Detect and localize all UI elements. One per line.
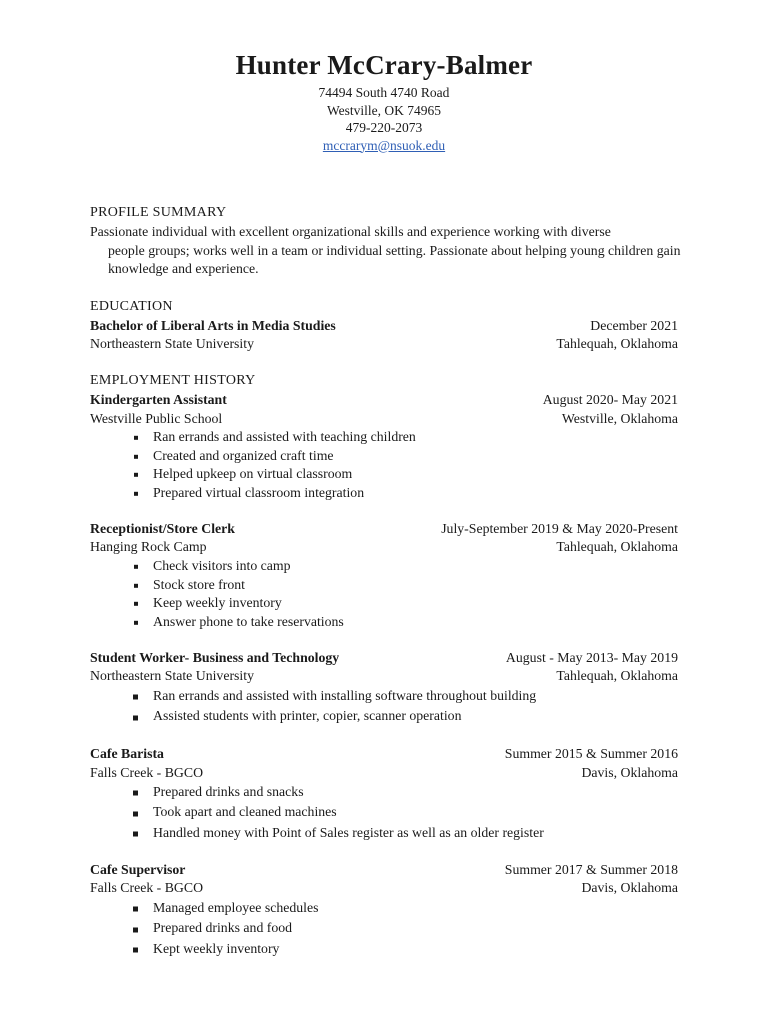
job-location: Westville, Oklahoma <box>561 411 678 426</box>
degree-title: Bachelor of Liberal Arts in Media Studies <box>90 318 336 333</box>
city-line: Westville, OK 74965 <box>326 102 442 118</box>
bullet-text: Helped upkeep on virtual classroom <box>153 466 353 482</box>
job-title-row <box>90 649 678 667</box>
job-bullet-list <box>132 782 544 843</box>
job-bullet <box>132 898 319 918</box>
job-location: Tahlequah, Oklahoma <box>556 539 678 554</box>
bullet-marker <box>134 602 138 606</box>
job-employer: Hanging Rock Camp <box>90 539 207 554</box>
bullet-text: Handled money with Point of Sales register as well as an older register <box>153 824 544 840</box>
bullet-marker <box>134 492 138 496</box>
job-employer: Northeastern State University <box>90 668 254 683</box>
bullet-text: Prepared drinks and food <box>153 920 293 936</box>
school-name: Northeastern State University <box>90 336 254 351</box>
job-dates: August - May 2013- May 2019 <box>505 650 678 665</box>
education-school-row <box>90 335 678 353</box>
bullet-text: Keep weekly inventory <box>153 595 282 611</box>
profile-summary-heading: PROFILE SUMMARY <box>90 205 227 220</box>
job-dates: August 2020- May 2021 <box>542 392 678 407</box>
summary-continuation: people groups; works well in a team or individual setting. Passionate about helping young children gain knowledge and experience. <box>108 242 681 276</box>
job-bullet <box>132 918 319 938</box>
job-title: Student Worker- Business and Technology <box>90 650 340 665</box>
job-bullet-list <box>132 686 536 727</box>
job-bullet <box>132 557 344 576</box>
job-title-row <box>90 745 678 763</box>
job-bullet <box>132 613 344 632</box>
bullet-marker <box>133 695 138 700</box>
address-line: 74494 South 4740 Road <box>318 85 450 100</box>
job-bullet <box>132 447 416 466</box>
job-bullet <box>132 484 416 503</box>
degree-date: December 2021 <box>590 318 678 333</box>
education-heading: EDUCATION <box>90 299 173 314</box>
bullet-marker <box>133 811 138 816</box>
profile-summary-text <box>90 223 685 279</box>
bullet-marker <box>134 436 138 440</box>
job-employer-row <box>90 538 678 556</box>
bullet-text: Ran errands and assisted with teaching children <box>153 429 416 444</box>
bullet-text: Managed employee schedules <box>153 900 319 915</box>
job-employer-row <box>90 410 678 428</box>
bullet-text: Prepared drinks and snacks <box>153 784 304 799</box>
job-bullet-list <box>132 428 416 502</box>
job-employer: Westville Public School <box>90 411 223 426</box>
job-title: Receptionist/Store Clerk <box>90 521 235 536</box>
job-employer: Falls Creek - BGCO <box>90 880 204 895</box>
bullet-text: Answer phone to take reservations <box>153 613 344 629</box>
job-location: Tahlequah, Oklahoma <box>556 668 678 683</box>
job-bullet <box>132 802 544 822</box>
school-location: Tahlequah, Oklahoma <box>556 336 678 351</box>
job-title: Kindergarten Assistant <box>90 392 227 407</box>
summary-line-1: Passionate individual with excellent organizational skills and experience working with diverse <box>90 224 611 239</box>
job-title-row <box>90 520 678 538</box>
bullet-marker <box>134 565 138 569</box>
job-employer: Falls Creek - BGCO <box>90 765 204 780</box>
bullet-marker <box>134 621 138 625</box>
phone-number: 479-220-2073 <box>345 120 423 135</box>
job-location: Davis, Oklahoma <box>581 765 678 780</box>
job-title-row <box>90 861 678 879</box>
candidate-name: Hunter McCrary-Balmer <box>235 50 533 80</box>
bullet-text: Took apart and cleaned machines <box>153 804 337 820</box>
job-bullet-list <box>132 557 344 631</box>
email-link[interactable]: mccrarym@nsuok.edu <box>322 137 446 153</box>
bullet-text: Assisted students with printer, copier, scanner operation <box>153 708 462 724</box>
bullet-marker <box>133 907 138 912</box>
job-title: Cafe Supervisor <box>90 862 186 877</box>
job-location: Davis, Oklahoma <box>581 880 678 895</box>
job-dates: Summer 2015 & Summer 2016 <box>504 746 678 761</box>
job-employer-row <box>90 879 678 897</box>
bullet-text: Kept weekly inventory <box>153 940 280 956</box>
job-bullet <box>132 594 344 613</box>
job-title: Cafe Barista <box>90 746 164 761</box>
job-bullet <box>132 576 344 595</box>
bullet-text: Prepared virtual classroom integration <box>153 484 365 500</box>
job-dates: July-September 2019 & May 2020-Present <box>441 521 678 536</box>
employment-heading: EMPLOYMENT HISTORY <box>90 373 256 388</box>
job-bullet <box>132 428 416 447</box>
bullet-marker <box>133 715 138 720</box>
job-employer-row <box>90 764 678 782</box>
bullet-marker <box>133 832 138 837</box>
bullet-marker <box>133 948 138 953</box>
job-bullet <box>132 706 536 726</box>
bullet-marker <box>133 791 138 796</box>
education-degree-row <box>90 317 678 335</box>
job-bullet <box>132 939 319 959</box>
bullet-marker <box>133 927 138 932</box>
bullet-marker <box>134 584 138 588</box>
bullet-text: Created and organized craft time <box>153 447 334 463</box>
job-bullet <box>132 686 536 706</box>
job-employer-row <box>90 667 678 685</box>
job-title-row <box>90 391 678 409</box>
bullet-marker <box>134 455 138 459</box>
job-bullet <box>132 823 544 843</box>
bullet-marker <box>134 473 138 477</box>
bullet-text: Stock store front <box>153 576 245 592</box>
bullet-text: Ran errands and assisted with installing software throughout building <box>153 688 537 703</box>
job-dates: Summer 2017 & Summer 2018 <box>504 862 678 877</box>
job-bullet <box>132 465 416 484</box>
job-bullet <box>132 782 544 802</box>
bullet-text: Check visitors into camp <box>153 558 291 573</box>
job-bullet-list <box>132 898 319 959</box>
resume-header <box>0 46 768 154</box>
